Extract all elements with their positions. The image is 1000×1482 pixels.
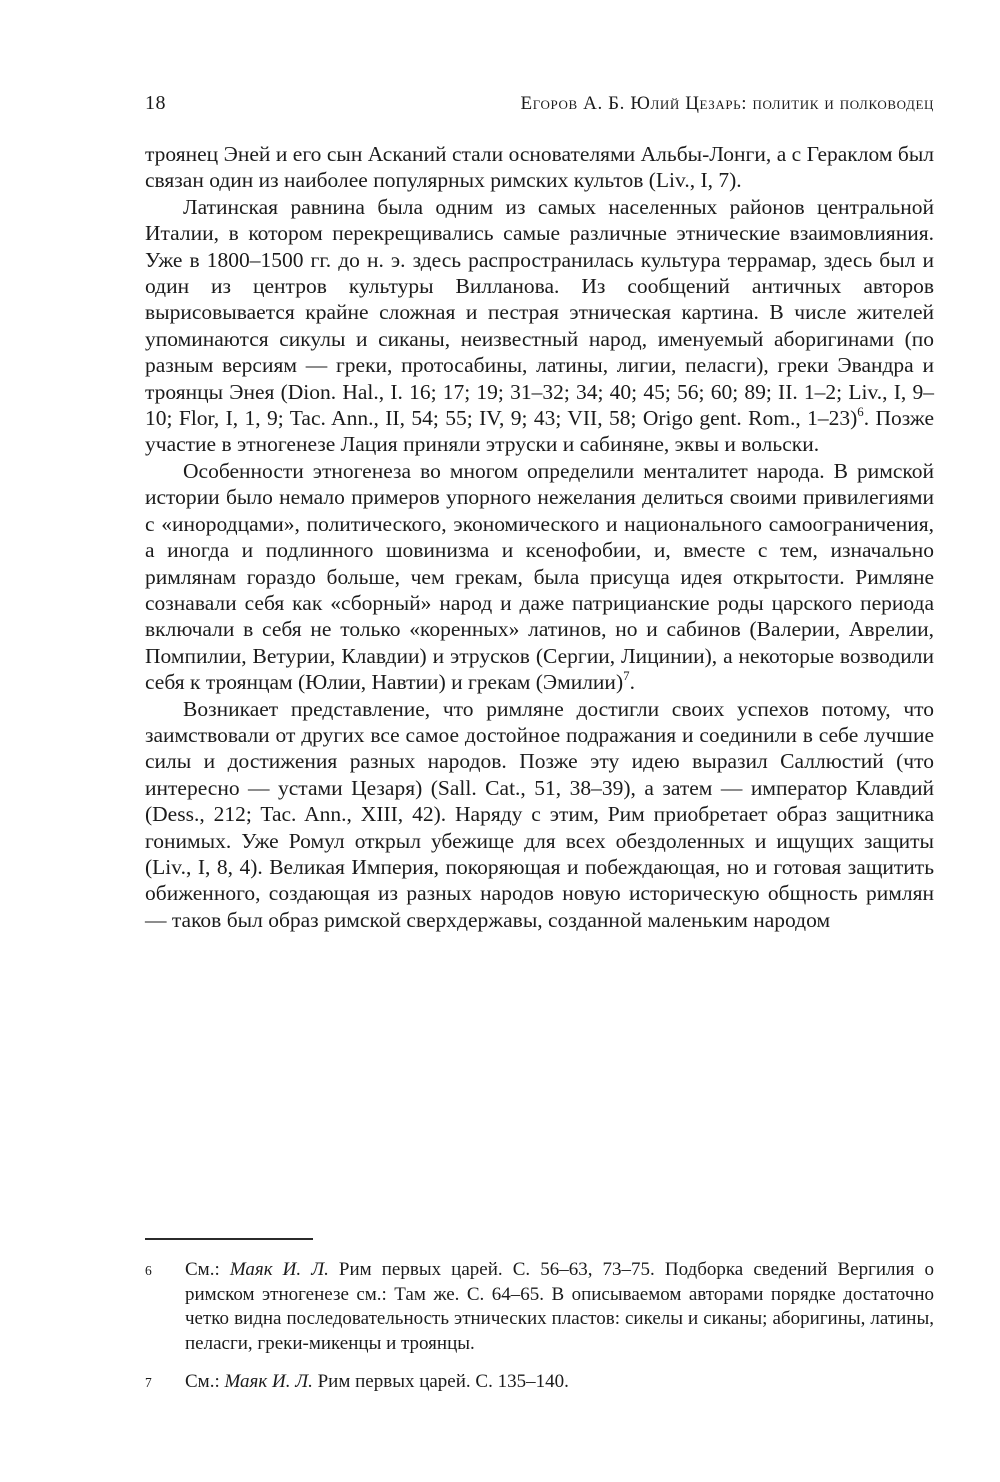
footnote-reference: 6	[857, 404, 864, 419]
text-run: Рим первых царей. С. 135–140.	[312, 1371, 569, 1393]
body-paragraph	[145, 696, 934, 934]
body-text	[145, 141, 934, 933]
body-paragraph	[145, 194, 934, 458]
italic-text: Маяк И. Л.	[229, 1259, 329, 1281]
running-title: Егоров А. Б. Юлий Цезарь: политик и полководец	[520, 93, 934, 114]
footnote-text	[185, 1370, 934, 1396]
text-run: Рим первых царей. С. 56–63, 73–75. Подборка сведений Вергилия о римском этногенезе см.: Там же. С. 64–65. В описываемом авторами порядке достаточно четко видна последовательность этнических пластов: сикелы и сиканы; аборигины, латины, пеласги, греки-микенцы и троянцы.	[185, 1259, 935, 1354]
footnote-marker: 6	[145, 1263, 152, 1279]
footnote-text	[185, 1258, 934, 1356]
footnote-marker: 7	[145, 1375, 152, 1391]
footnotes	[145, 1258, 934, 1396]
text-run: См.:	[185, 1259, 230, 1281]
footnote	[145, 1258, 934, 1356]
text-run: Латинская равнина была одним из самых населенных районов центральной Италии, в котором перекрещивались самые различные этнические взаимовлияния. Уже в 1800–1500 гг. до н. э. здесь распространилась культура террамар, здесь был и один из центров культуры Вилланова. Из сообщений античных авторов вырисовывается крайне сложная и пестрая этническая картина. В числе жителей упоминаются сикулы и сиканы, неизвестный народ, именуемый аборигинами (по разным версиям — греки, протосабины, латины, лигии, пеласги), греки Эвандра и троянцы Энея (Dion. Hal., I. 16; 17; 19; 31–32; 34; 40; 45; 56; 60; 89; II. 1–2; Liv., I, 9–10; Flor, I, 1, 9; Tac. Ann., II, 54; 55; IV, 9; 43; VII, 58; Origo gent. Rom., 1–23)	[145, 194, 934, 431]
footnote-reference: 7	[623, 668, 630, 683]
text-run: троянец Эней и его сын Асканий стали основателями Альбы-Лонги, а с Гераклом был связан один из наиболее популярных римских культов (Liv., I, 7).	[145, 142, 934, 193]
text-run: . Позже участие в этногенезе Лация приняли этруски и сабиняне, эквы и вольски.	[145, 406, 934, 457]
text-run: Особенности этногенеза во многом определили менталитет народа. В римской истории было немало примеров упорного нежелания делиться своими привилегиями с «инородцами», политического, экономического и национального самоограничения, а иногда и подлинного шовинизма и ксенофобии, и, вместе с тем, изначально римлянам гораздо больше, чем грекам, была присуща идея открытости. Римляне сознавали себя как «сборный» народ и даже патрицианские роды царского периода включали в себя не только «коренных» латинов, но и сабинов (Валерии, Аврелии, Помпилии, Ветурии, Клавдии) и этрусков (Сергии, Лицинии), а некоторые возводили себя к троянцам (Юлии, Навтии) и грекам (Эмилии)	[145, 458, 934, 695]
page-number: 18	[145, 92, 166, 114]
text-run: См.:	[185, 1371, 225, 1393]
text-run: .	[629, 670, 635, 695]
page-header	[145, 92, 934, 115]
body-paragraph	[145, 141, 934, 194]
footnote-area	[145, 1238, 934, 1396]
italic-text: Маяк И. Л.	[224, 1371, 313, 1393]
text-run: Возникает представление, что римляне достигли своих успехов потому, что заимствовали от других все самое достойное подражания и соединили в себе лучшие силы и достижения разных народов. Позже эту идею выразил Саллюстий (что интересно — устами Цезаря) (Sall. Cat., 51, 38–39), а затем — император Клавдий (Dess., 212; Tac. Ann., XIII, 42). Наряду с этим, Рим приобретает образ защитника гонимых. Уже Ромул открыл убежище для всех обездоленных и ищущих защиты (Liv., I, 8, 4). Великая Империя, покоряющая и побеждающая, но и готовая защитить обиженного, создающая из разных народов новую историческую общность римлян — таков был образ римской сверхдержавы, созданной маленьким народом	[145, 696, 934, 932]
footnote	[145, 1370, 934, 1396]
footnote-separator	[145, 1238, 313, 1240]
body-paragraph	[145, 458, 934, 696]
